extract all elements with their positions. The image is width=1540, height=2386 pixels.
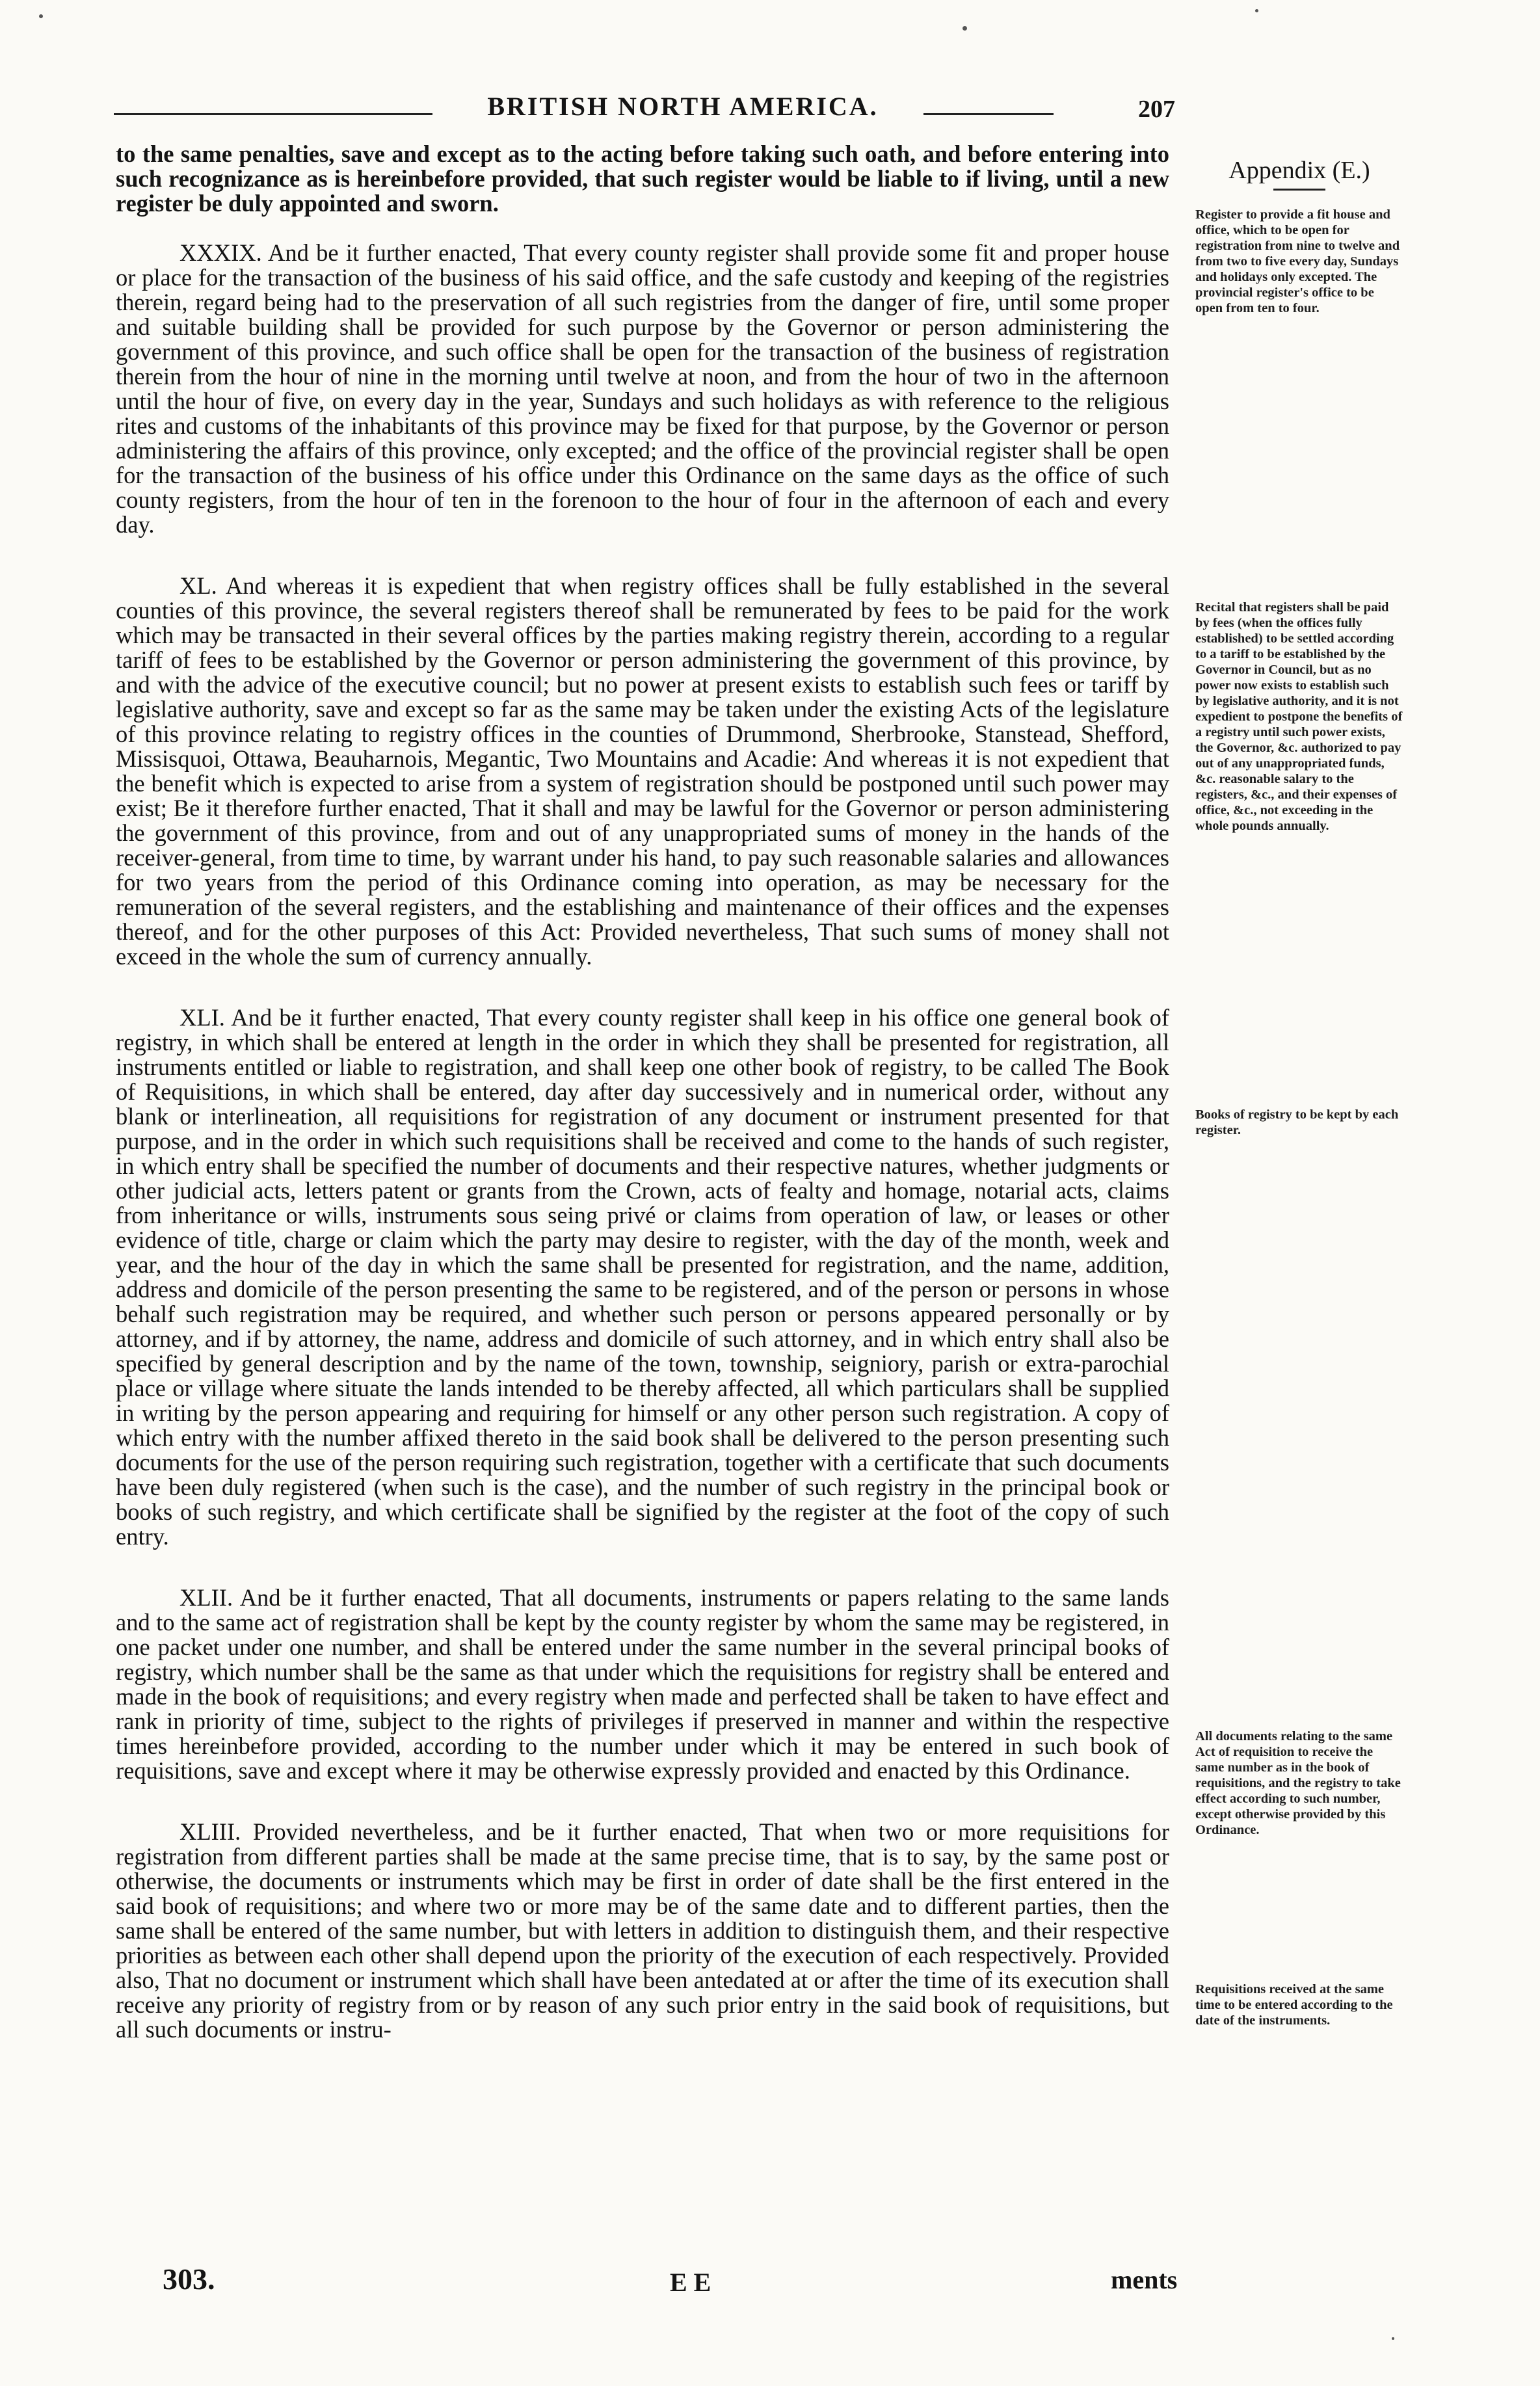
print-speck xyxy=(1392,2337,1394,2340)
print-speck xyxy=(39,14,43,18)
section-gap xyxy=(116,1783,1169,1820)
section-xxxix: XXXIX. And be it further enacted, That every county register shall provide some fit and proper house or place for the transaction of the business of his said office, and the safe custody and keeping of the registries therein, regard being had to the preservation of all such registries from the danger of fire, until some proper and suitable building shall be provided for such purpose by the Governor or person administering the government of this province, and such office shall be open for the transaction of the business of registration therein from the hour of nine in the morning until twelve at noon, and from the hour of two in the afternoon until the hour of five, on every day in the year, Sundays and such holidays as with reference to the religious rites and customs of the inhabitants of this province may be fixed for that purpose, by the Governor or person administering the affairs of this province, only excepted; and the office of the provincial register shall be open for the transaction of the business of his office under this Ordinance on the same days as the office of such county registers, from the hour of ten in the forenoon to the hour of four in the afternoon of each and every day. xyxy=(116,239,1169,538)
opening-paragraph: to the same penalties, save and except as to the acting before taking such oath, and before entering into such recognizance as is hereinbefore provided, that such register would be liable to if living, until a new register be duly appointed and sworn. xyxy=(116,140,1169,217)
signature-number: 303. xyxy=(163,2262,215,2296)
margin-note-xlii: All documents relating to the same Act of requisition to receive the same number as in the book of requisitions, and the registry to take effect according to such number, except otherwise provided by this Ordinance. xyxy=(1195,1729,1401,1837)
catchword: ments xyxy=(1111,2265,1178,2294)
page-number: 207 xyxy=(1138,96,1175,123)
section-xli: XLI. And be it further enacted, That every county register shall keep in his office one general book of registry, in which shall be entered at length in the order in which they shall be presented for registration, all instruments entitled or liable to registration, and shall keep one other book of registry, to be called The Book of Requisitions, in which shall be entered, day after day successively and in numerical order, without any blank or interlineation, all requisitions for registration of any document or instrument presented for that purpose, and in the order in which such requisitions shall be received and come to the hands of such register, in which entry shall be specified the number of documents and their respective natures, whether judgments or other judicial acts, letters patent or grants from the Crown, acts of fealty and homage, notarial acts, claims from inheritance or wills, instruments sous seing privé or claims from operation of law, or leases or other evidence of title, charge or claim which the party may desire to register, with the day of the month, week and year, and the hour of the day in which the same shall be presented for registration, and the name, addition, address and domicile of the person presenting the same to be registered, and of the person or persons in whose behalf such registration may be required, and whether such person or persons appeared personally or by attorney, and if by attorney, the name, address and domicile of such attorney, and in which entry shall also be specified by general description and by the name of the town, township, seigniory, parish or extra-parochial place or village where situate the lands intended to be thereby affected, all which particulars shall be supplied in writing by the person appearing and requiring for himself or any other person such registration. A copy of which entry with the number affixed thereto in the said book shall be delivered to the person presenting such documents for the use of the person requiring such registration, together with a certificate that such documents have been duly registered (when such is the case), and the number of such registry in the principal book or books of such registry, and which certificate shall be signified by the register at the foot of the copy of such entry. xyxy=(116,1004,1169,1550)
appendix-label-text: Appendix (E.) xyxy=(1228,157,1370,184)
appendix-dash xyxy=(1273,189,1325,191)
margin-note-xliii: Requisitions received at the same time to be entered according to the date of the instruments. xyxy=(1195,1982,1393,2028)
section-xlii: XLII. And be it further enacted, That all documents, instruments or papers relating to the same lands and to the same act of registration shall be kept by the county register by whom the same may be registered, in one packet under one number, and shall be entered under the same number in the several principal books of registry, which number shall be the same as that under which the requisitions for registry shall be entered and made in the book of requisitions; and every registry when made and perfected shall be taken to have effect and rank in priority of time, subject to the rights of privileges if preserved in manner and within the respective times hereinbefore provided, according to the number under which it may be entered in such book of requisitions, save and except where it may be otherwise expressly provided and enacted by this Ordinance. xyxy=(116,1584,1169,1784)
header-rule-right xyxy=(923,113,1054,115)
section-xl: XL. And whereas it is expedient that when registry offices shall be fully established in the several counties of this province, the several registers thereof shall be remunerated by fees to be paid for the work which may be transacted in their several offices by the parties making registry therein, according to a regular tariff of fees to be established by the Governor or person administering the government of this province, by and with the advice of the executive council; but no power at present exists to establish such fees or tariff by legislative authority, save and except so far as the same may be taken under the existing Acts of the legislature of this province relating to registry offices in the counties of Drummond, Sherbrooke, Stanstead, Shefford, Missisquoi, Ottawa, Beauharnois, Megantic, Two Mountains and Acadie: And whereas it is not expedient that the benefit which is expected to arise from a system of registration should be postponed until such power may exist; Be it therefore further enacted, That it shall and may be lawful for the Governor or person administering the government of this province, from and out of any unappropriated sums of money in the hands of the receiver-general, from time to time, by warrant under his hand, to pay such reasonable salaries and allowances for two years from the period of this Ordinance coming into operation, as may be necessary for the remuneration of the several registers, and the establishing and maintenance of their offices and the expenses thereof, and for the other purposes of this Act: Provided nevertheless, That such sums of money shall not exceed in the whole the sum of currency annually. xyxy=(116,572,1169,970)
print-speck xyxy=(1255,9,1258,12)
running-header xyxy=(114,91,1175,130)
main-text xyxy=(116,142,1169,2042)
header-rule-left xyxy=(114,113,432,115)
margin-note-xli: Books of registry to be kept by each register. xyxy=(1195,1107,1399,1137)
running-title: BRITISH NORTH AMERICA. xyxy=(487,92,879,121)
sheet-signature: E E xyxy=(670,2268,711,2297)
margin-note-xxxix: Register to provide a fit house and office, which to be open for registration from nine to twelve and from two to five every day, Sundays and holidays only excepted. The provincial register's office to be open from ten to four. xyxy=(1195,207,1400,315)
margin-note-xl: Recital that registers shall be paid by fees (when the offices fully established) to be settled according to a tariff to be established by the Governor in Council, but as no power now exists to establish such by legislative authority, and it is not expedient to postpone the benefits of a registry until such power exists, the Governor, &c. authorized to pay out of any unappropriated funds, &c. reasonable salary to the registers, &c., and their expenses of office, &c., not exceeding in the whole pounds annually. xyxy=(1195,600,1403,833)
print-speck xyxy=(962,26,967,31)
section-gap xyxy=(116,969,1169,1005)
section-gap xyxy=(116,537,1169,574)
page-footer xyxy=(163,2262,1203,2301)
section-gap xyxy=(116,1549,1169,1585)
section-xliii: XLIII. Provided nevertheless, and be it further enacted, That when two or more requisitions for registration from different parties shall be made at the same precise time, that is to say, by the same post or otherwise, the documents or instruments which may be first in order of date shall be the first entered in the said book of requisitions; and where two or more may be of the same date and to different parties, then the same shall be entered of the same number, but with letters in addition to distinguish them, and their respective priorities as between each other shall depend upon the priority of the execution of each respectively. Provided also, That no document or instrument which shall have been antedated at or after the time of its execution shall receive any priority of registry from or by reason of any such prior entry in the said book of requisitions, but all such documents or instru- xyxy=(116,1818,1169,2043)
appendix-label xyxy=(1202,156,1397,191)
